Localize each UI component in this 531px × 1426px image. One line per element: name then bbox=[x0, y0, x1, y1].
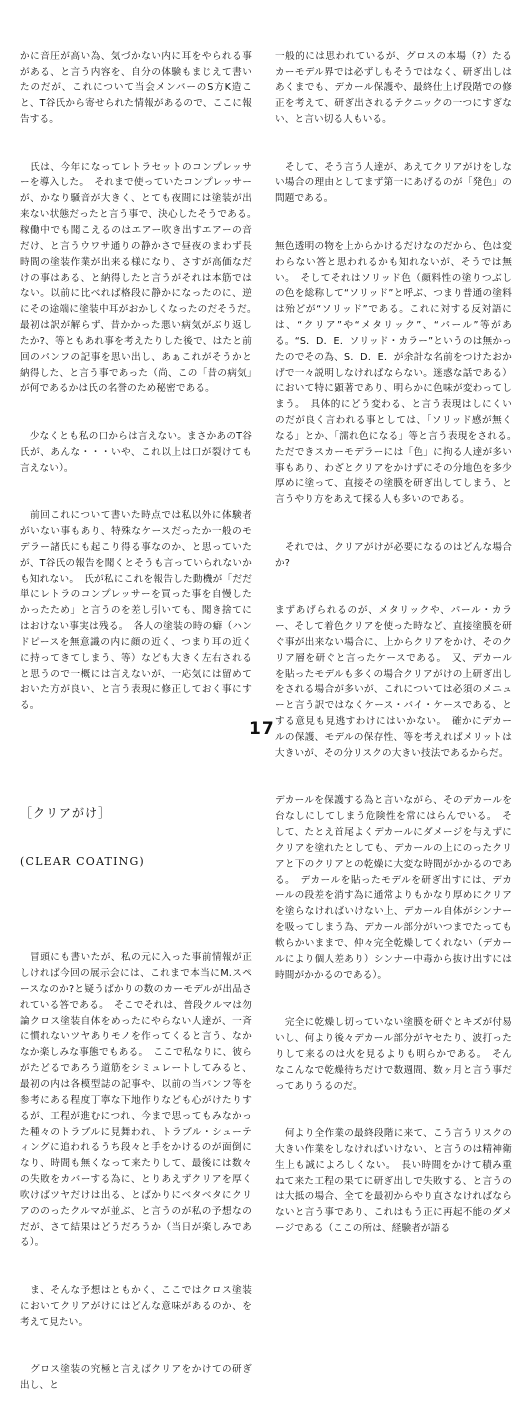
body-paragraph: かに音圧が高い為、気づかない内に耳をやられる事がある、と言う内容を、自分の体験もまじえて書いたのだが、これについて当会メンバーのS方K造こと、T谷氏から寄せられた情報があるので、ここに報告する。 bbox=[20, 50, 252, 126]
body-paragraph: 少なくとも私の口からは言えない。まさかあのT谷氏が、あんな・・・いや、これ以上は口が裂けても言えない）。 bbox=[20, 430, 252, 474]
body-paragraph: 氏は、今年になってレトラセットのコンプレッサーを導入した。 それまで使っていたコンプレッサーが、かなり騒音が大きく、とても夜間には塗装が出来ない状態だったと言う事で、決心したそうである。 稼働中でも聞こえるのはエアー吹き出すエアーの音だけ、と言うウワサ通りの静かさで昼夜のまわず長時間の塗装作業が出来る様になり、さすが高価なだけの事はある、と納得したと言うがそれは本筋ではない。以前に比べれば格段に静かになったのに、逆にその途端に塗装中耳がおかしくなったのだそうだ。 最初は訳が解らず、昔かかった悪い病気がぶり返したか?、等ともあれ事を考えたりした後で、はたと前回のパンフの記事を思い出し、あぁこれがそうかと納得した、と言う事であった（尚、この「昔の病気」が何であるかは氏の名誉のため秘密である。 bbox=[20, 161, 262, 395]
body-paragraph: デカールを保護する為と言いながら、そのデカールを台なしにしてしまう危険性を常にはらんでいる。 そして、たとえ首尾よくデカールにダメージを与えずにクリアを塗れたとしても、デカールの上にのったクリアと下のクリアとの乾燥に大変な時間がかかるのである。 デカールを貼ったモデルを研ぎ出すには、デカールの段差を消す為に通常よりもかなり厚めにクリアを塗らなければいけない上、デカール自体がシンナーを吸ってしまう為、デカール部分がいつまでたっても軟らかいままで、仲々完全乾燥してくれない（デカールにより個人差あり）シンナー中毒から抜け出すには時間がかかるのである）。 bbox=[275, 795, 512, 981]
body-paragraph: 何より全作業の最終段階に来て、こう言うリスクの大きい作業をしなければいけない、と言うのは精神衛生上も誠によろしくない。 長い時間をかけて積み重ねて来た工程の果てに研ぎ出しで失敗する、と言うのは大抵の場合、全てを最初からやり直さなければならないと言う事であり、これはもう正に再起不能のダメージである（ここの所は、経験者が語る bbox=[275, 1128, 512, 1235]
page-number: 17 bbox=[249, 719, 275, 739]
body-paragraph: 無色透明の物を上からかけるだけなのだから、色は変わらない答と思われるかも知れないが、そうでは無い。 そしてそれはソリッド色（顔料性の塗りつぶしの色を総称して“ソリッド”と呼ぶ、つまり普通の塗料は殆どが“ソリッド”である。これに対する反対語には、“クリア”や“メタリック”、“パール”等がある。“S．D．E．ソリッド・カラー”というのは無かったのでその為、S．D．E．が余計な名前をつけたおかげで一々説明しなければならない。迷惑な話である）において特に顕著であり、明らかに色味が変わってしまう。 具体的にどう変わる、と言う表現はしにくいのだが良く言われる事としては、「ソリッド感が無くなる」とか、「濡れ色になる」等と言う表現をされる。 ただできスカーモデラーには「色」に拘る人達が多い事もあり、わざとクリアをかけずにその分地色を多少厚めに塗って、直接その塗膜を研ぎ出してしまう、と言うやり方をあえて採る人も多いのである。 bbox=[275, 240, 522, 506]
right-column bbox=[275, 17, 522, 1235]
body-paragraph: 冒頭にも書いたが、私の元に入った事前情報が正しければ今回の展示会には、これまで本当にM.スペースなのか?と疑うばかりの数のカーモデルが出品されている答である。 そこでそれは、普段クルマは勿論クロス塗装自体をめったにやらない人達が、一斉に慣れないツヤありモノを作ってくると言う、なかなか楽しみな事態でもある。 ここで私なりに、彼らがたどるであろう道筋をシミュレートしてみると、最初の内は各模型誌の記事や、以前の当パンフ等を参考にある程度丁寧な下地作りなども心がけたりするが、工程が進むにつれ、今まで思ってもみなかった種々のトラブルに見舞われ、トラブル・シューティングに追われるうち段々と手をかけるのが面倒になり、時間も無くなって来たりして、最後には数々の失敗をカバーする為に、とりあえずクリアを厚く吹けばツヤだけは出る、とばかりにベタベタにクリアののったクルマが並ぶ、と言うのが私の予想なのだが、さて結果はどうだろうか（当日が楽しみである）。 bbox=[20, 952, 252, 1249]
body-paragraph: 一般的には思われているが、グロスの本場（?）たるカーモデル界では必ずしもそうではなく、研ぎ出しはあくまでも、デカール保護や、最終仕上げ段階での修正を考えて、研ぎ出されるテクニックの一つにすぎない、と言い切る人もいる。 bbox=[275, 50, 512, 126]
body-paragraph: グロス塗装の究極と言えばクリアをかけての研ぎ出し、と bbox=[20, 1364, 252, 1392]
body-paragraph: まずあげられるのが、メタリックや、パール・カラー、そして着色クリアを使った時など、直接塗膜を研ぐ事が出来ない場合に、上からクリアをかけ、そのクリア層を研ぐと言ったケースである。 又、デカールを貼ったモデルも多くの場合クリアがけの上研ぎ出しをされる場合が多いが、これについては必須のメニューと言う訳ではなくケース・バイ・ケースである、とする意見も見逃すわけにはいかない。 確かにデカールの保護、モデルの保存性、等を考えればメリットは大きいが、その分リスクの大きい技法であるからだ。 bbox=[275, 605, 512, 759]
body-paragraph: それでは、クリアがけが必要になるのはどんな場合か? bbox=[275, 541, 512, 569]
section-heading-english: (CLEAR COATING) bbox=[20, 855, 145, 869]
body-paragraph: 完全に乾燥し切っていない塗膜を研ぐとキズが付易いし、何より後々デカール部分がヤセたり、波打ったりして来るのは火を見るよりも明らかである。 そんなこんなで乾燥待ちだけで数週間、数ヶ月と言う事だってありうるのだ。 bbox=[275, 1017, 512, 1092]
body-paragraph: 前回これについて書いた時点では私以外に体験者がいない事もあり、特殊なケースだったか一般のモデラー諸氏にも起こり得る事なのか、と思っていたが、T谷氏の報告を聞くとそうも言っていられないかも知れない。 氏が私にこれを報告した動機が「だだ単にレトラのコンプレッサーを買った事を自慢したかったため」と言うのを差し引いても、聞き捨てにはおけない事実は残る。 各人の塗装の時の癖（ハンドピースを無意識の内に顔の近く、つまり耳の近くに持ってきてしまう、等）なども大きく左右されると思うので一概には言えないが、一応気には留めておいた方が良い、と言う表現に修正しておく事にする。 bbox=[20, 510, 252, 712]
body-paragraph: ま、そんな予想はともかく、ここではクロス塗装においてクリアがけにはどんな意味があるのか、を考えて見たい。 bbox=[20, 1284, 252, 1328]
body-paragraph: そして、そう言う人達が、あえてクリアがけをしない場合の理由としてまず第一にあげるのが「発色」の問題である。 bbox=[275, 161, 512, 205]
section-heading-japanese: ［クリアがけ］ bbox=[20, 806, 112, 821]
section-heading bbox=[20, 774, 252, 901]
